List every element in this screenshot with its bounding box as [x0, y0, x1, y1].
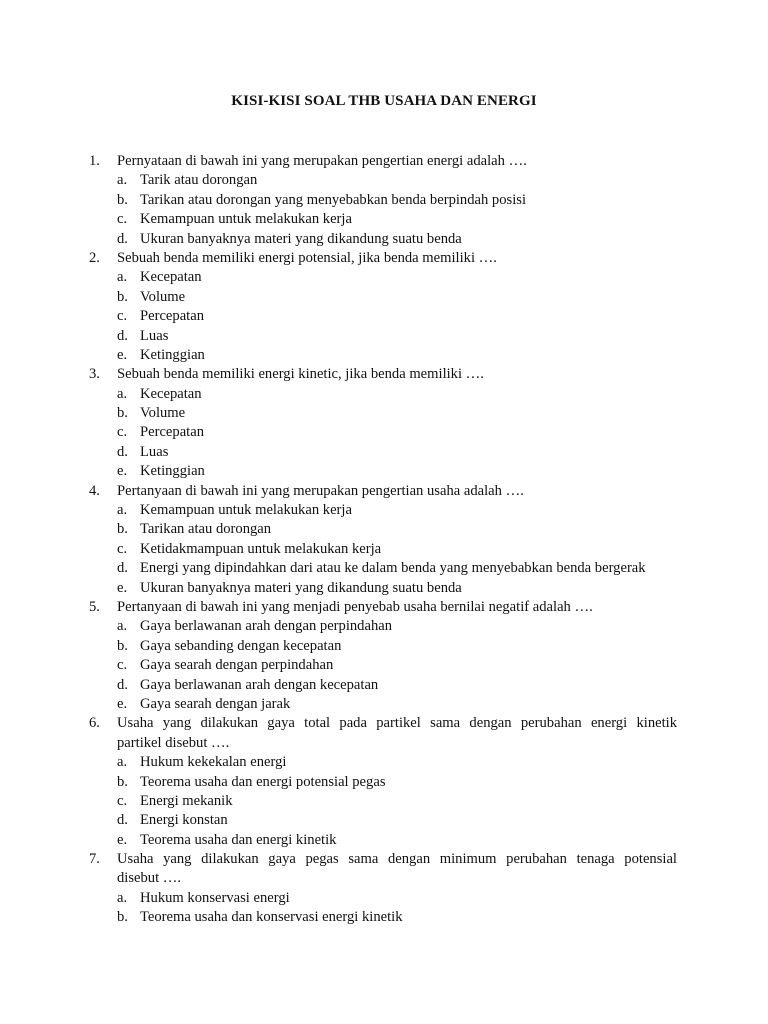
answer-option [0, 773, 768, 792]
option-text: Gaya berlawanan arah dengan kecepatan [140, 676, 379, 693]
answer-option [0, 908, 768, 927]
option-letter: d. [117, 560, 128, 577]
option-letter: d. [117, 812, 128, 829]
question-number: 7. [89, 851, 100, 868]
option-letter: e. [117, 831, 128, 848]
option-text: Gaya sebanding dengan kecepatan [140, 637, 342, 654]
option-text: Teorema usaha dan konservasi energi kinetik [140, 909, 403, 926]
option-letter: d. [117, 230, 128, 247]
option-letter: b. [117, 288, 128, 305]
option-letter: a. [117, 269, 128, 286]
option-text: Hukum konservasi energi [140, 889, 290, 906]
question-line [0, 482, 768, 501]
option-text: Percepatan [140, 424, 205, 441]
question-text: Sebuah benda memiliki energi potensial, jika benda memiliki …. [117, 249, 497, 266]
option-letter: c. [117, 657, 128, 674]
answer-option [0, 462, 768, 481]
answer-option [0, 811, 768, 830]
question-number: 5. [89, 598, 100, 615]
option-text: Kecepatan [140, 269, 202, 286]
question-text: Usaha yang dilakukan gaya pegas sama dengan minimum perubahan tenaga potensial [117, 851, 677, 868]
answer-option [0, 637, 768, 656]
question-line [0, 152, 768, 171]
answer-option [0, 695, 768, 714]
option-letter: a. [117, 618, 128, 635]
option-text: Ketinggian [140, 346, 205, 363]
option-letter: c. [117, 308, 128, 325]
option-letter: d. [117, 443, 128, 460]
answer-option [0, 501, 768, 520]
option-letter: c. [117, 424, 128, 441]
option-letter: a. [117, 502, 128, 519]
answer-option [0, 230, 768, 249]
question-text: Sebuah benda memiliki energi kinetic, jika benda memiliki …. [117, 366, 484, 383]
question-line [0, 734, 768, 753]
option-letter: c. [117, 540, 128, 557]
option-text: Gaya searah dengan jarak [140, 695, 291, 712]
option-text: Ukuran banyaknya materi yang dikandung suatu benda [140, 579, 462, 596]
question-line [0, 850, 768, 869]
option-text: Energi konstan [140, 812, 228, 829]
answer-option [0, 327, 768, 346]
option-letter: d. [117, 676, 128, 693]
option-text: Energi yang dipindahkan dari atau ke dalam benda yang menyebabkan benda bergerak [140, 560, 646, 577]
option-letter: a. [117, 172, 128, 189]
answer-option [0, 540, 768, 559]
question-text: partikel disebut …. [117, 734, 230, 751]
question-line [0, 714, 768, 733]
option-letter: a. [117, 754, 128, 771]
question-line [0, 598, 768, 617]
question-text: Usaha yang dilakukan gaya total pada partikel sama dengan perubahan energi kinetik [117, 715, 677, 732]
answer-option [0, 889, 768, 908]
option-text: Gaya searah dengan perpindahan [140, 657, 334, 674]
option-text: Ketinggian [140, 463, 205, 480]
option-letter: b. [117, 909, 128, 926]
option-text: Tarikan atau dorongan [140, 521, 272, 538]
question-list [0, 152, 768, 928]
answer-option [0, 443, 768, 462]
answer-option [0, 656, 768, 675]
option-letter: c. [117, 211, 128, 228]
question-text: disebut …. [117, 870, 182, 887]
option-letter: b. [117, 521, 128, 538]
question-line [0, 365, 768, 384]
question-number: 3. [89, 366, 100, 383]
answer-option [0, 831, 768, 850]
question-number: 4. [89, 482, 100, 499]
option-text: Ketidakmampuan untuk melakukan kerja [140, 540, 382, 557]
answer-option [0, 191, 768, 210]
option-text: Kecepatan [140, 385, 202, 402]
option-letter: c. [117, 792, 128, 809]
option-text: Kemampuan untuk melakukan kerja [140, 211, 352, 228]
answer-option [0, 617, 768, 636]
option-text: Hukum kekekalan energi [140, 754, 287, 771]
document-title: KISI-KISI SOAL THB USAHA DAN ENERGI [231, 93, 537, 109]
question-number: 6. [89, 715, 100, 732]
question-line [0, 869, 768, 888]
option-letter: d. [117, 327, 128, 344]
option-text: Tarikan atau dorongan yang menyebabkan benda berpindah posisi [140, 191, 526, 208]
option-text: Teorema usaha dan energi potensial pegas [140, 773, 386, 790]
answer-option [0, 520, 768, 539]
question-text: Pernyataan di bawah ini yang merupakan pengertian energi adalah …. [117, 153, 527, 169]
answer-option [0, 171, 768, 190]
question-line [0, 249, 768, 268]
option-letter: b. [117, 405, 128, 422]
question-number: 1. [89, 153, 100, 169]
question-text: Pertanyaan di bawah ini yang merupakan pengertian usaha adalah …. [117, 482, 524, 499]
answer-option [0, 559, 768, 578]
answer-option [0, 210, 768, 229]
answer-option [0, 288, 768, 307]
option-letter: e. [117, 346, 128, 363]
option-text: Kemampuan untuk melakukan kerja [140, 502, 352, 519]
option-letter: e. [117, 463, 128, 480]
question-text: Pertanyaan di bawah ini yang menjadi penyebab usaha bernilai negatif adalah …. [117, 598, 593, 615]
answer-option [0, 792, 768, 811]
answer-option [0, 676, 768, 695]
option-letter: b. [117, 191, 128, 208]
answer-option [0, 385, 768, 404]
option-text: Ukuran banyaknya materi yang dikandung suatu benda [140, 230, 462, 247]
answer-option [0, 753, 768, 772]
option-letter: e. [117, 695, 128, 712]
option-text: Luas [140, 443, 169, 460]
answer-option [0, 307, 768, 326]
option-text: Teorema usaha dan energi kinetik [140, 831, 337, 848]
answer-option [0, 423, 768, 442]
option-text: Volume [140, 288, 186, 305]
option-text: Gaya berlawanan arah dengan perpindahan [140, 618, 393, 635]
option-letter: a. [117, 385, 128, 402]
option-text: Volume [140, 405, 186, 422]
question-number: 2. [89, 249, 100, 266]
option-text: Tarik atau dorongan [140, 172, 258, 189]
answer-option [0, 268, 768, 287]
answer-option [0, 579, 768, 598]
answer-option [0, 346, 768, 365]
option-letter: b. [117, 637, 128, 654]
answer-option [0, 404, 768, 423]
option-letter: a. [117, 889, 128, 906]
option-text: Luas [140, 327, 169, 344]
option-text: Energi mekanik [140, 792, 233, 809]
option-text: Percepatan [140, 308, 205, 325]
option-letter: e. [117, 579, 128, 596]
option-letter: b. [117, 773, 128, 790]
